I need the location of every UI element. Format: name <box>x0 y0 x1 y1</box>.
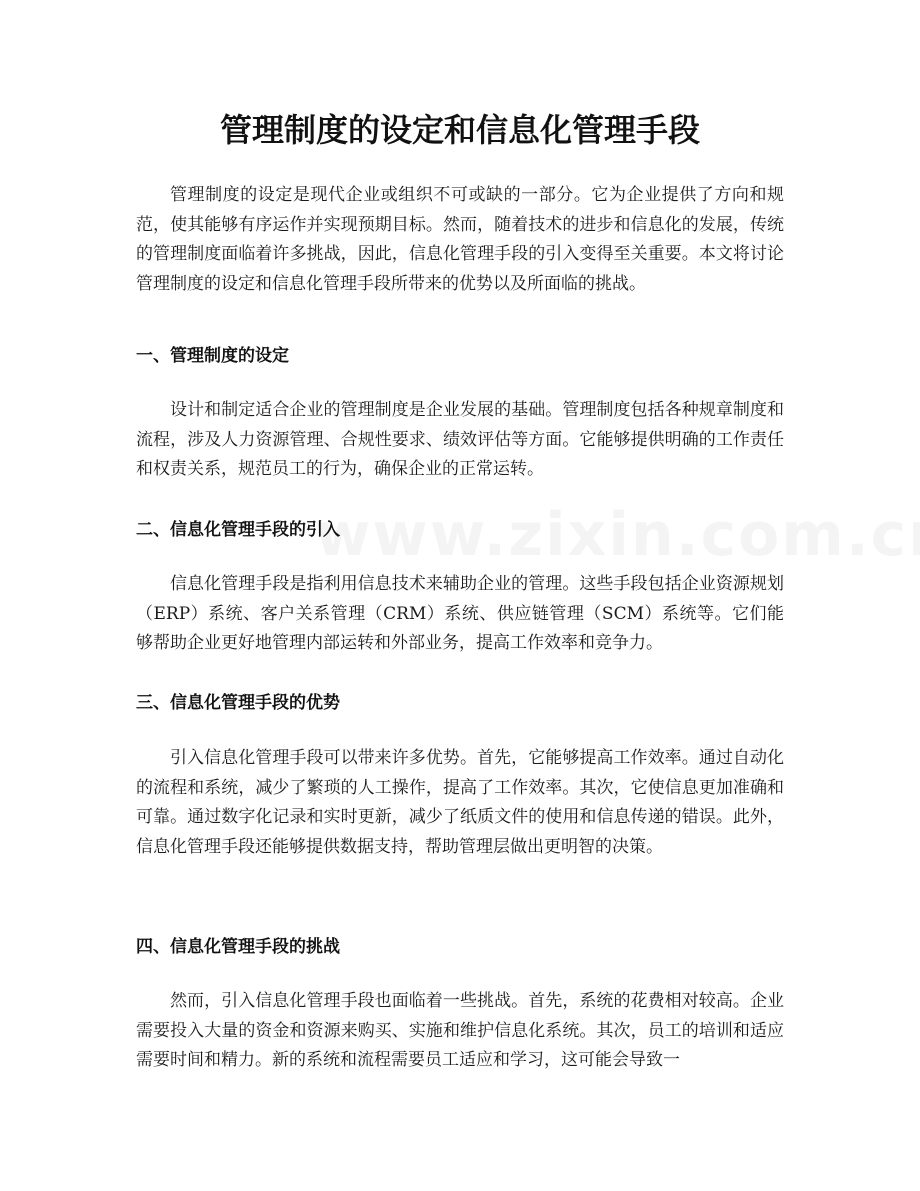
section-heading-1: 一、管理制度的设定 <box>136 346 289 366</box>
section-body-2: 信息化管理手段是指利用信息技术来辅助企业的管理。这些手段包括企业资源规划（ERP）系统、客户关系管理（CRM）系统、供应链管理（SCM）系统等。它们能够帮助企业更好地管理内部运转和外部业务，提高工作效率和竞争力。 <box>136 574 784 653</box>
watermark <box>315 500 920 570</box>
section-body-4: 然而，引入信息化管理手段也面临着一些挑战。首先，系统的花费相对较高。企业需要投入大量的资金和资源来购买、实施和维护信息化系统。其次，员工的培训和适应需要时间和精力。新的系统和流程需要员工适应和学习，这可能会导致一 <box>136 991 784 1070</box>
document-title: 管理制度的设定和信息化管理手段 <box>219 111 700 149</box>
section-heading-2: 二、信息化管理手段的引入 <box>136 520 340 540</box>
section-body-3: 引入信息化管理手段可以带来许多优势。首先，它能够提高工作效率。通过自动化的流程和系统，减少了繁琐的人工操作，提高了工作效率。其次，它使信息更加准确和可靠。通过数字化记录和实时更新，减少了纸质文件的使用和信息传递的错误。此外，信息化管理手段还能够提供数据支持，帮助管理层做出更明智的决策。 <box>136 748 784 857</box>
section-heading-4: 四、信息化管理手段的挑战 <box>136 937 340 957</box>
intro-paragraph: 管理制度的设定是现代企业或组织不可或缺的一部分。它为企业提供了方向和规范，使其能够有序运作并实现预期目标。然而，随着技术的进步和信息化的发展，传统的管理制度面临着许多挑战，因此，信息化管理手段的引入变得至关重要。本文将讨论管理制度的设定和信息化管理手段所带来的优势以及所面临的挑战。 <box>136 185 784 294</box>
section-body-1: 设计和制定适合企业的管理制度是企业发展的基础。管理制度包括各种规章制度和流程，涉及人力资源管理、合规性要求、绩效评估等方面。它能够提供明确的工作责任和权责关系，规范员工的行为，确保企业的正常运转。 <box>136 400 784 479</box>
section-heading-3: 三、信息化管理手段的优势 <box>136 693 340 713</box>
